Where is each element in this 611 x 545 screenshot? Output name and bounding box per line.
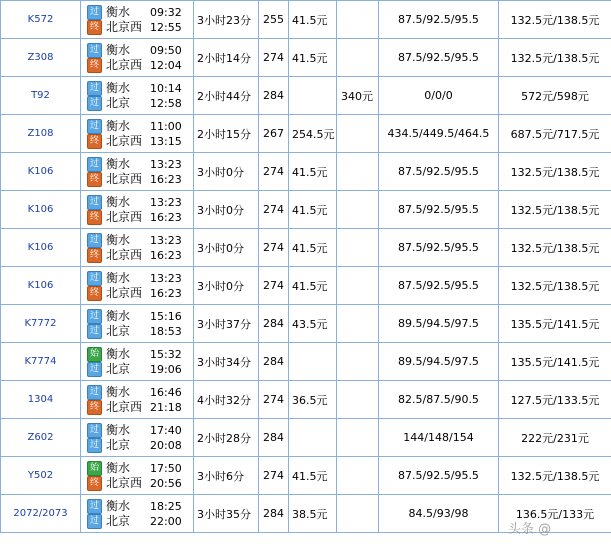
departure-line — [87, 195, 193, 210]
from-station: 衡水 — [106, 346, 131, 361]
arrival-time: 21:18 — [150, 400, 182, 414]
departure-line — [87, 347, 193, 362]
soft-seat-price-cell — [337, 191, 379, 229]
soft-seat-price-cell — [337, 343, 379, 381]
table-row[interactable] — [1, 77, 611, 115]
distance-cell: 284 — [259, 77, 289, 115]
soft-seat-price-cell — [337, 1, 379, 39]
train-number-link[interactable]: K7774 — [24, 356, 57, 367]
hard-seat-price-cell: 254.5元 — [289, 115, 337, 153]
soft-sleeper-price-cell: 135.5元/141.5元 — [499, 305, 611, 343]
pass-badge-icon: 过 — [87, 233, 102, 248]
departure-line — [87, 271, 193, 286]
route-cell — [81, 305, 194, 343]
table-row[interactable] — [1, 39, 611, 77]
hard-sleeper-price-cell: 87.5/92.5/95.5 — [379, 1, 499, 39]
arrival-line — [87, 134, 193, 149]
route-cell — [81, 457, 194, 495]
hard-sleeper-price-cell: 87.5/92.5/95.5 — [379, 39, 499, 77]
soft-sleeper-price-cell: 132.5元/138.5元 — [499, 191, 611, 229]
duration-cell: 3小时0分 — [194, 153, 259, 191]
train-number-link[interactable]: T92 — [31, 90, 50, 101]
to-station: 北京西 — [106, 171, 143, 186]
duration-cell: 4小时32分 — [194, 381, 259, 419]
table-row[interactable] — [1, 267, 611, 305]
arrival-time: 13:15 — [150, 134, 182, 148]
arrival-line — [87, 324, 193, 339]
watermark: 头条 @ — [508, 522, 552, 537]
from-station: 衡水 — [106, 194, 131, 209]
departure-time: 09:50 — [150, 43, 182, 57]
end-badge-icon: 终 — [87, 286, 102, 301]
departure-time: 17:50 — [150, 461, 182, 475]
hard-seat-price-cell: 43.5元 — [289, 305, 337, 343]
train-number-cell[interactable] — [1, 191, 81, 229]
table-row[interactable] — [1, 343, 611, 381]
departure-line — [87, 499, 193, 514]
table-row[interactable] — [1, 191, 611, 229]
hard-seat-price-cell: 36.5元 — [289, 381, 337, 419]
pass-badge-icon: 过 — [87, 96, 102, 111]
hard-seat-price-cell — [289, 419, 337, 457]
departure-line — [87, 43, 193, 58]
route-cell — [81, 1, 194, 39]
hard-seat-price-cell: 41.5元 — [289, 1, 337, 39]
departure-time: 11:00 — [150, 119, 182, 133]
distance-cell: 274 — [259, 381, 289, 419]
soft-sleeper-price-cell: 135.5元/141.5元 — [499, 343, 611, 381]
departure-line — [87, 423, 193, 438]
train-number-link[interactable]: Z308 — [27, 52, 54, 63]
arrival-line — [87, 172, 193, 187]
table-row[interactable] — [1, 381, 611, 419]
arrival-time: 16:23 — [150, 286, 182, 300]
from-station: 衡水 — [106, 156, 131, 171]
duration-cell: 2小时15分 — [194, 115, 259, 153]
departure-line — [87, 385, 193, 400]
hard-sleeper-price-cell: 84.5/93/98 — [379, 495, 499, 533]
pass-badge-icon: 过 — [87, 324, 102, 339]
soft-seat-price-cell — [337, 305, 379, 343]
route-cell — [81, 153, 194, 191]
pass-badge-icon: 过 — [87, 195, 102, 210]
soft-seat-price-cell — [337, 39, 379, 77]
end-badge-icon: 终 — [87, 210, 102, 225]
to-station: 北京西 — [106, 209, 143, 224]
departure-time: 17:40 — [150, 423, 182, 437]
train-number-cell[interactable] — [1, 267, 81, 305]
hard-seat-price-cell: 41.5元 — [289, 39, 337, 77]
departure-time: 13:23 — [150, 157, 182, 171]
pass-badge-icon: 过 — [87, 5, 102, 20]
distance-cell: 274 — [259, 457, 289, 495]
end-badge-icon: 终 — [87, 58, 102, 73]
end-badge-icon: 终 — [87, 20, 102, 35]
soft-sleeper-price-cell: 136.5元/133元 — [499, 495, 611, 533]
arrival-time: 20:08 — [150, 438, 182, 452]
duration-cell: 3小时0分 — [194, 191, 259, 229]
hard-seat-price-cell — [289, 343, 337, 381]
distance-cell: 274 — [259, 153, 289, 191]
train-number-cell[interactable] — [1, 77, 81, 115]
train-number-cell[interactable] — [1, 1, 81, 39]
duration-cell: 3小时23分 — [194, 1, 259, 39]
distance-cell: 284 — [259, 495, 289, 533]
to-station: 北京西 — [106, 19, 143, 34]
pass-badge-icon: 过 — [87, 119, 102, 134]
table-row[interactable] — [1, 305, 611, 343]
departure-time: 13:23 — [150, 195, 182, 209]
arrival-time: 12:04 — [150, 58, 182, 72]
pass-badge-icon: 过 — [87, 423, 102, 438]
to-station: 北京西 — [106, 133, 143, 148]
arrival-time: 16:23 — [150, 210, 182, 224]
from-station: 衡水 — [106, 118, 131, 133]
route-cell — [81, 495, 194, 533]
hard-seat-price-cell: 38.5元 — [289, 495, 337, 533]
arrival-line — [87, 476, 193, 491]
departure-line — [87, 81, 193, 96]
hard-sleeper-price-cell: 87.5/92.5/95.5 — [379, 153, 499, 191]
to-station: 北京西 — [106, 285, 143, 300]
arrival-time: 12:58 — [150, 96, 182, 110]
to-station: 北京 — [106, 437, 131, 452]
soft-sleeper-price-cell: 132.5元/138.5元 — [499, 267, 611, 305]
from-station: 衡水 — [106, 270, 131, 285]
to-station: 北京西 — [106, 475, 143, 490]
pass-badge-icon: 过 — [87, 271, 102, 286]
pass-badge-icon: 过 — [87, 43, 102, 58]
train-number-link[interactable]: 1304 — [27, 394, 54, 405]
train-number-link[interactable]: Z602 — [27, 432, 54, 443]
distance-cell: 284 — [259, 343, 289, 381]
distance-cell: 267 — [259, 115, 289, 153]
train-number-cell[interactable] — [1, 343, 81, 381]
table-row[interactable] — [1, 1, 611, 39]
train-number-link[interactable]: K106 — [27, 242, 54, 253]
from-station: 衡水 — [106, 42, 131, 57]
hard-seat-price-cell: 41.5元 — [289, 229, 337, 267]
arrival-line — [87, 58, 193, 73]
hard-seat-price-cell: 41.5元 — [289, 153, 337, 191]
route-cell — [81, 77, 194, 115]
hard-sleeper-price-cell: 87.5/92.5/95.5 — [379, 229, 499, 267]
from-station: 衡水 — [106, 80, 131, 95]
train-number-cell[interactable] — [1, 115, 81, 153]
duration-cell: 3小时37分 — [194, 305, 259, 343]
departure-line — [87, 233, 193, 248]
arrival-line — [87, 514, 193, 529]
departure-line — [87, 309, 193, 324]
duration-cell: 3小时0分 — [194, 229, 259, 267]
soft-sleeper-price-cell: 132.5元/138.5元 — [499, 1, 611, 39]
to-station: 北京西 — [106, 57, 143, 72]
train-number-link[interactable]: K106 — [27, 166, 54, 177]
to-station: 北京 — [106, 361, 131, 376]
from-station: 衡水 — [106, 384, 131, 399]
to-station: 北京 — [106, 513, 131, 528]
duration-cell: 3小时34分 — [194, 343, 259, 381]
hard-seat-price-cell: 41.5元 — [289, 457, 337, 495]
distance-cell: 274 — [259, 267, 289, 305]
duration-cell: 2小时28分 — [194, 419, 259, 457]
from-station: 衡水 — [106, 422, 131, 437]
end-badge-icon: 终 — [87, 248, 102, 263]
to-station: 北京 — [106, 95, 131, 110]
route-cell — [81, 343, 194, 381]
hard-seat-price-cell — [289, 77, 337, 115]
departure-time: 13:23 — [150, 271, 182, 285]
hard-sleeper-price-cell: 89.5/94.5/97.5 — [379, 343, 499, 381]
departure-line — [87, 5, 193, 20]
from-station: 衡水 — [106, 4, 131, 19]
departure-time: 10:14 — [150, 81, 182, 95]
start-badge-icon: 始 — [87, 461, 102, 476]
to-station: 北京西 — [106, 247, 143, 262]
arrival-time: 18:53 — [150, 324, 182, 338]
soft-seat-price-cell — [337, 419, 379, 457]
departure-time: 15:32 — [150, 347, 182, 361]
arrival-line — [87, 438, 193, 453]
train-number-link[interactable]: K106 — [27, 280, 54, 291]
departure-time: 13:23 — [150, 233, 182, 247]
table-row[interactable] — [1, 115, 611, 153]
from-station: 衡水 — [106, 460, 131, 475]
arrival-line — [87, 362, 193, 377]
hard-sleeper-price-cell: 87.5/92.5/95.5 — [379, 267, 499, 305]
hard-sleeper-price-cell: 89.5/94.5/97.5 — [379, 305, 499, 343]
train-number-link[interactable]: Z108 — [27, 128, 54, 139]
arrival-line — [87, 96, 193, 111]
pass-badge-icon: 过 — [87, 438, 102, 453]
departure-time: 15:16 — [150, 309, 182, 323]
hard-sleeper-price-cell: 82.5/87.5/90.5 — [379, 381, 499, 419]
soft-sleeper-price-cell: 132.5元/138.5元 — [499, 457, 611, 495]
arrival-line — [87, 400, 193, 415]
arrival-line — [87, 20, 193, 35]
pass-badge-icon: 过 — [87, 309, 102, 324]
soft-sleeper-price-cell: 132.5元/138.5元 — [499, 153, 611, 191]
from-station: 衡水 — [106, 232, 131, 247]
table-row[interactable] — [1, 457, 611, 495]
distance-cell: 284 — [259, 419, 289, 457]
train-number-cell[interactable] — [1, 457, 81, 495]
pass-badge-icon: 过 — [87, 362, 102, 377]
arrival-time: 20:56 — [150, 476, 182, 490]
table-row[interactable] — [1, 153, 611, 191]
arrival-time: 19:06 — [150, 362, 182, 376]
table-row[interactable] — [1, 419, 611, 457]
arrival-line — [87, 210, 193, 225]
soft-seat-price-cell — [337, 153, 379, 191]
route-cell — [81, 381, 194, 419]
end-badge-icon: 终 — [87, 476, 102, 491]
arrival-time: 22:00 — [150, 514, 182, 528]
departure-time: 16:46 — [150, 385, 182, 399]
soft-sleeper-price-cell: 222元/231元 — [499, 419, 611, 457]
train-number-cell[interactable] — [1, 495, 81, 533]
duration-cell: 2小时14分 — [194, 39, 259, 77]
route-cell — [81, 229, 194, 267]
end-badge-icon: 终 — [87, 172, 102, 187]
soft-sleeper-price-cell: 687.5元/717.5元 — [499, 115, 611, 153]
distance-cell: 274 — [259, 191, 289, 229]
arrival-time: 16:23 — [150, 172, 182, 186]
duration-cell: 3小时6分 — [194, 457, 259, 495]
soft-sleeper-price-cell: 127.5元/133.5元 — [499, 381, 611, 419]
hard-seat-price-cell: 41.5元 — [289, 267, 337, 305]
soft-sleeper-price-cell: 132.5元/138.5元 — [499, 39, 611, 77]
train-number-cell[interactable] — [1, 39, 81, 77]
departure-time: 09:32 — [150, 5, 182, 19]
distance-cell: 284 — [259, 305, 289, 343]
pass-badge-icon: 过 — [87, 514, 102, 529]
soft-seat-price-cell — [337, 495, 379, 533]
arrival-line — [87, 286, 193, 301]
train-rows — [1, 1, 611, 533]
departure-line — [87, 157, 193, 172]
pass-badge-icon: 过 — [87, 157, 102, 172]
pass-badge-icon: 过 — [87, 81, 102, 96]
from-station: 衡水 — [106, 498, 131, 513]
to-station: 北京 — [106, 323, 131, 338]
from-station: 衡水 — [106, 308, 131, 323]
arrival-time: 12:55 — [150, 20, 182, 34]
soft-seat-price-cell — [337, 115, 379, 153]
train-number-link[interactable]: K572 — [27, 14, 54, 25]
train-number-cell[interactable] — [1, 381, 81, 419]
hard-sleeper-price-cell: 144/148/154 — [379, 419, 499, 457]
soft-seat-price-cell — [337, 229, 379, 267]
departure-time: 18:25 — [150, 499, 182, 513]
duration-cell: 3小时35分 — [194, 495, 259, 533]
soft-sleeper-price-cell: 132.5元/138.5元 — [499, 229, 611, 267]
train-number-cell[interactable] — [1, 419, 81, 457]
distance-cell: 274 — [259, 229, 289, 267]
end-badge-icon: 终 — [87, 400, 102, 415]
departure-line — [87, 461, 193, 476]
departure-line — [87, 119, 193, 134]
soft-sleeper-price-cell: 572元/598元 — [499, 77, 611, 115]
train-number-link[interactable]: K7772 — [24, 318, 57, 329]
soft-seat-price-cell — [337, 381, 379, 419]
duration-cell: 2小时44分 — [194, 77, 259, 115]
hard-sleeper-price-cell: 87.5/92.5/95.5 — [379, 457, 499, 495]
soft-seat-price-cell — [337, 267, 379, 305]
start-badge-icon: 始 — [87, 347, 102, 362]
train-number-cell[interactable] — [1, 305, 81, 343]
arrival-time: 16:23 — [150, 248, 182, 262]
end-badge-icon: 终 — [87, 134, 102, 149]
train-number-link[interactable]: K106 — [27, 204, 54, 215]
duration-cell: 3小时0分 — [194, 267, 259, 305]
route-cell — [81, 191, 194, 229]
train-number-cell[interactable] — [1, 153, 81, 191]
hard-sleeper-price-cell: 434.5/449.5/464.5 — [379, 115, 499, 153]
train-number-link[interactable]: Y502 — [27, 470, 54, 481]
train-number-cell[interactable] — [1, 229, 81, 267]
to-station: 北京西 — [106, 399, 143, 414]
route-cell — [81, 267, 194, 305]
soft-seat-price-cell — [337, 457, 379, 495]
route-cell — [81, 419, 194, 457]
pass-badge-icon: 过 — [87, 499, 102, 514]
train-number-link[interactable]: 2072/2073 — [13, 508, 68, 519]
route-cell — [81, 115, 194, 153]
hard-sleeper-price-cell: 87.5/92.5/95.5 — [379, 191, 499, 229]
route-cell — [81, 39, 194, 77]
arrival-line — [87, 248, 193, 263]
hard-sleeper-price-cell: 0/0/0 — [379, 77, 499, 115]
distance-cell: 255 — [259, 1, 289, 39]
pass-badge-icon: 过 — [87, 385, 102, 400]
soft-seat-price-cell: 340元 — [337, 77, 379, 115]
distance-cell: 274 — [259, 39, 289, 77]
hard-seat-price-cell: 41.5元 — [289, 191, 337, 229]
table-row[interactable] — [1, 229, 611, 267]
